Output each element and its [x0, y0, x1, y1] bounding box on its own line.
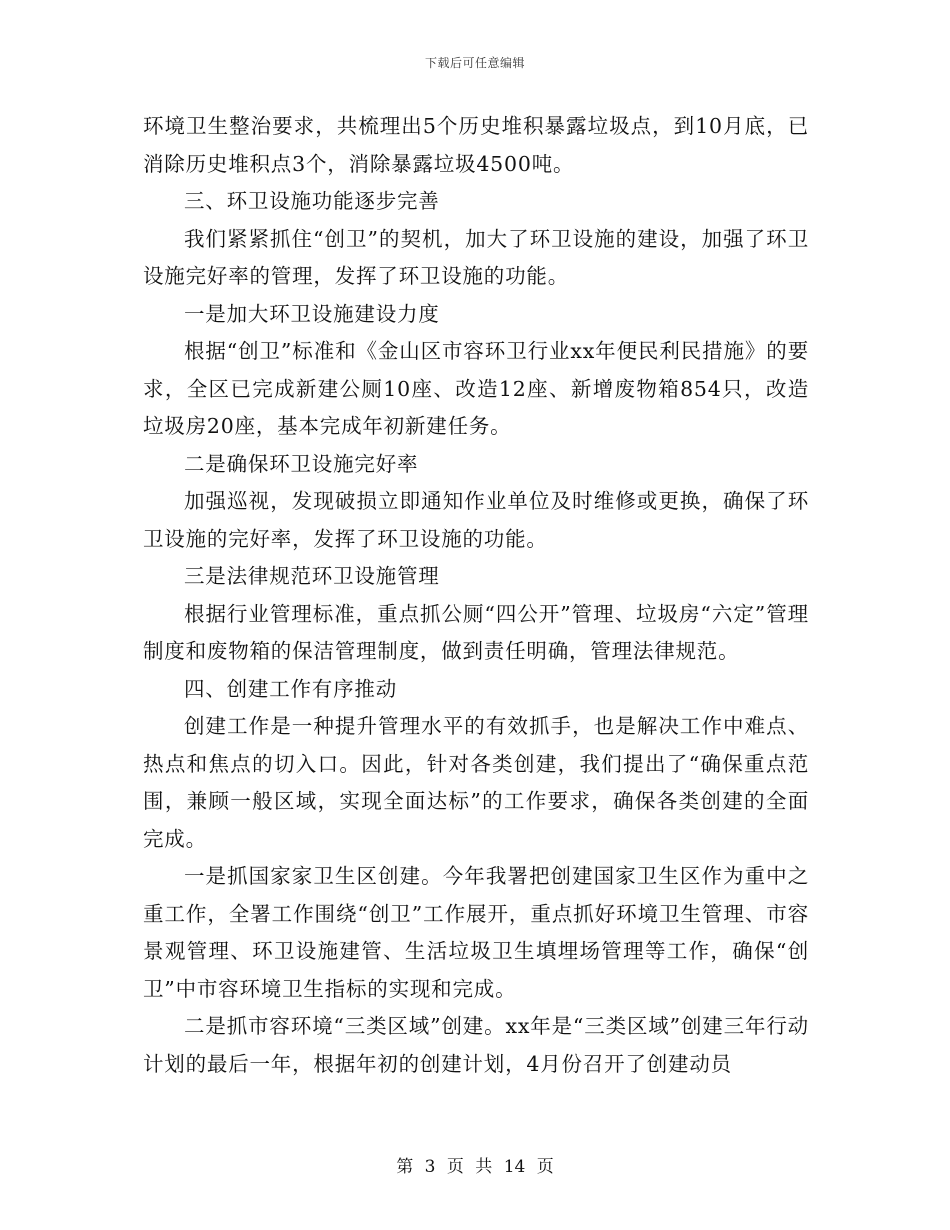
section-heading: 三、环卫设施功能逐步完善 — [184, 189, 440, 213]
paragraph: 创建工作是一种提升管理水平的有效抓手，也是解决工作中难点、热点和焦点的切入口。因此，针对各类创建，我们提出了“确保重点范围，兼顾一般区域，实现全面达标”的工作要求，确保各类创建的全面完成。 — [143, 714, 809, 851]
section-heading: 四、创建工作有序推动 — [184, 676, 397, 701]
paragraph: 根据行业管理标准，重点抓公厕“四公开”管理、垃圾房“六定”管理制度和废物箱的保洁管理制度，做到责任明确，管理法律规范。 — [143, 601, 809, 663]
paragraph: 我们紧紧抓住“创卫”的契机，加大了环卫设施的建设，加强了环卫设施完好率的管理，发挥了环卫设施的功能。 — [143, 226, 809, 288]
sub-heading: 二是确保环卫设施完好率 — [184, 451, 419, 476]
paragraph: 加强巡视，发现破损立即通知作业单位及时维修或更换，确保了环卫设施的完好率，发挥了环卫设施的功能。 — [143, 489, 809, 551]
paragraph: 根据“创卫”标准和《金山区市容环卫行业xx年便民利民措施》的要求，全区已完成新建公厕10座、改造12座、新增废物箱854只，改造垃圾房20座，基本完成年初新建任务。 — [143, 339, 809, 438]
paragraph: 环境卫生整治要求，共梳理出5个历史堆积暴露垃圾点，到10月底，已消除历史堆积点3个，消除暴露垃圾4500吨。 — [143, 114, 809, 176]
sub-heading: 三是法律规范环卫设施管理 — [184, 564, 440, 588]
sub-heading: 一是加大环卫设施建设力度 — [184, 301, 440, 326]
paragraph: 一是抓国家家卫生区创建。今年我署把创建国家卫生区作为重中之重工作，全署工作围绕“创卫”工作展开，重点抓好环境卫生管理、市容景观管理、环卫设施建管、生活垃圾卫生填埋场管理等工作，确保“创卫”中市容环境卫生指标的实现和完成。 — [143, 864, 809, 1001]
paragraph: 二是抓市容环境“三类区域”创建。xx年是“三类区域”创建三年行动计划的最后一年，根据年初的创建计划，4月份召开了创建动员 — [143, 1014, 809, 1076]
page-header-note: 下载后可任意编辑 — [424, 56, 525, 70]
page-number-footer: 第 3 页 共 14 页 — [396, 1157, 554, 1177]
document-body — [143, 108, 809, 1083]
